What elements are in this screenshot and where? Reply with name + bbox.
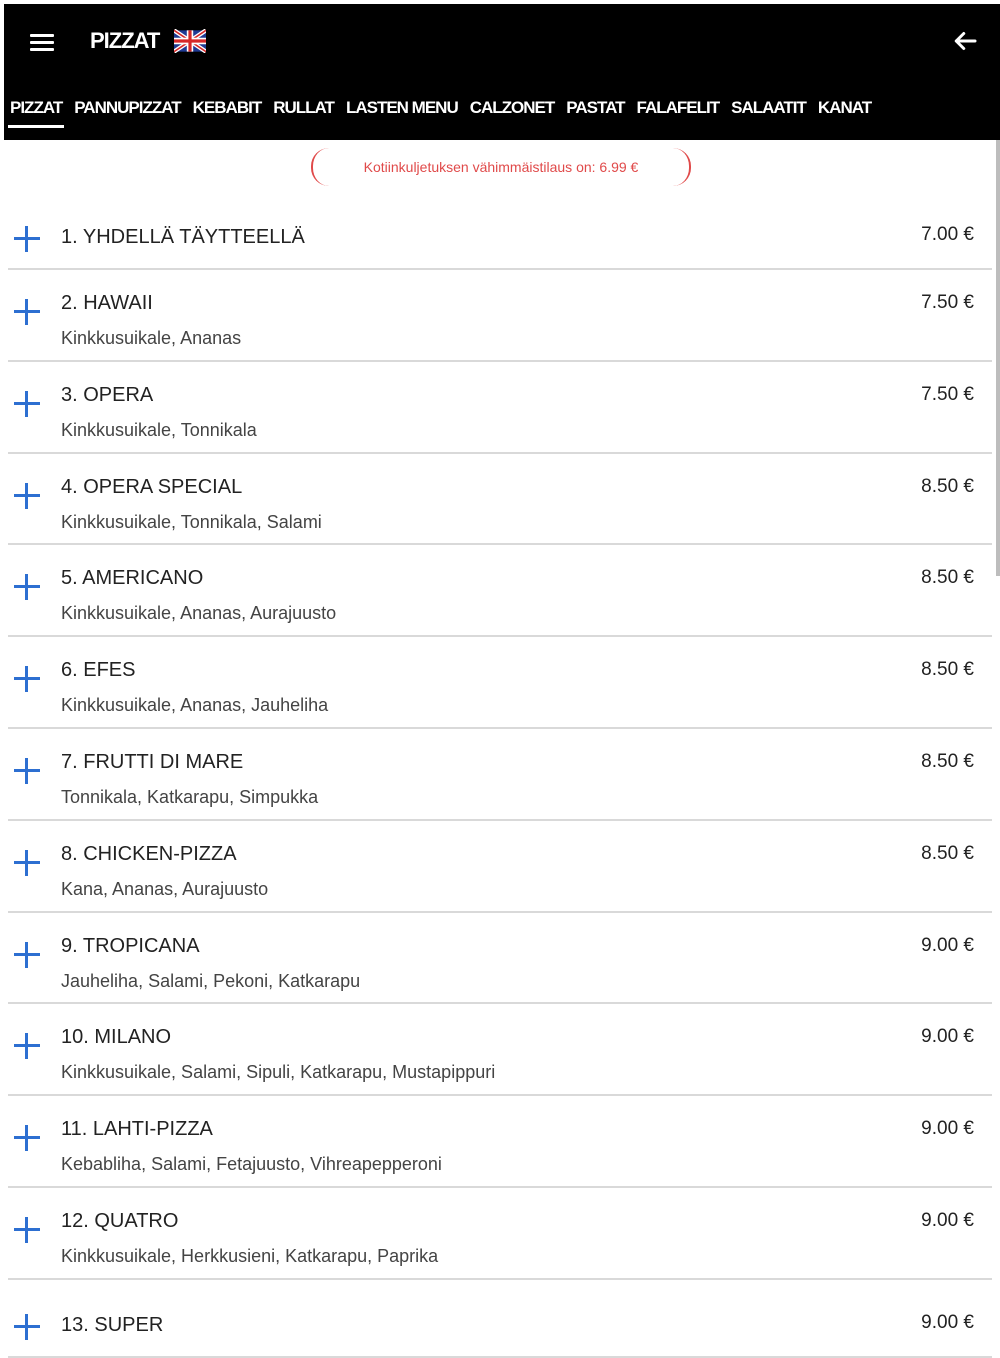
item-name: 8. CHICKEN-PIZZA [61, 842, 237, 865]
menu-item[interactable] [8, 545, 992, 637]
item-description: Kinkkusuikale, Salami, Sipuli, Katkarapu, Mustapippuri [61, 1062, 496, 1083]
item-price: 9.00 € [921, 934, 974, 956]
item-description: Kinkkusuikale, Tonnikala, Salami [61, 511, 322, 532]
tab-rullat[interactable]: RULLAT [273, 98, 334, 117]
tab-falafelit[interactable]: FALAFELIT [636, 98, 720, 117]
item-name: 13. SUPER [61, 1313, 164, 1336]
item-name: 11. LAHTI-PIZZA [61, 1118, 213, 1141]
menu-item[interactable] [8, 1096, 992, 1188]
arrow-left-icon[interactable] [950, 26, 980, 56]
uk-flag-icon[interactable] [174, 29, 206, 53]
add-icon[interactable] [14, 850, 40, 876]
item-name: 9. TROPICANA [61, 934, 200, 957]
item-description: Kinkkusuikale, Ananas, Aurajuusto [61, 603, 337, 624]
item-name: 3. OPERA [61, 383, 154, 406]
item-price: 7.00 € [921, 224, 974, 245]
menu-item[interactable] [8, 729, 992, 821]
item-name: 12. QUATRO [61, 1209, 179, 1232]
menu-item[interactable] [8, 454, 992, 546]
menu-item[interactable] [8, 1004, 992, 1096]
add-icon[interactable] [14, 574, 40, 600]
item-price: 8.50 € [921, 567, 974, 589]
add-icon[interactable] [14, 299, 40, 325]
add-icon[interactable] [14, 483, 40, 509]
item-price: 8.50 € [921, 475, 974, 497]
item-name: 7. FRUTTI DI MARE [61, 750, 244, 773]
tab-salaatit[interactable]: SALAATIT [731, 98, 806, 117]
add-icon[interactable] [14, 666, 40, 692]
top-bar [4, 4, 1000, 86]
add-icon[interactable] [14, 758, 40, 784]
item-description: Kebabliha, Salami, Fetajuusto, Vihreapepperoni [61, 1154, 442, 1175]
item-description: Tonnikala, Katkarapu, Simpukka [61, 786, 319, 807]
add-icon[interactable] [14, 1125, 40, 1151]
item-price: 7.50 € [921, 292, 974, 313]
tab-calzonet[interactable]: CALZONET [469, 98, 555, 117]
tab-pizzat[interactable]: PIZZAT [4, 86, 68, 140]
item-name: 5. AMERICANO [61, 567, 204, 590]
item-price: 9.00 € [921, 1118, 974, 1140]
item-description: Kinkkusuikale, Tonnikala [61, 419, 257, 440]
add-icon[interactable] [14, 1314, 40, 1340]
item-description: Kinkkusuikale, Ananas, Jauheliha [61, 695, 329, 716]
menu-item[interactable] [8, 637, 992, 729]
menu-list [8, 192, 992, 1358]
menu-item[interactable] [8, 192, 992, 270]
item-price: 8.50 € [921, 842, 974, 864]
app-bar [4, 4, 1000, 140]
menu-item[interactable] [8, 270, 992, 362]
add-icon[interactable] [14, 1033, 40, 1059]
add-icon[interactable] [14, 942, 40, 968]
item-price: 9.00 € [921, 1026, 974, 1048]
page-title: PIZZAT [90, 28, 160, 53]
item-price: 7.50 € [921, 383, 974, 405]
item-description: Jauheliha, Salami, Pekoni, Katkarapu [61, 970, 361, 991]
menu-item[interactable] [8, 1280, 992, 1358]
hamburger-menu-icon[interactable] [28, 30, 56, 58]
tab-pannupizzat[interactable]: PANNUPIZZAT [74, 98, 181, 117]
menu-item[interactable] [8, 913, 992, 1005]
tab-pastat[interactable]: PASTAT [566, 98, 625, 117]
item-name: 6. EFES [61, 659, 136, 682]
item-price: 9.00 € [921, 1209, 974, 1231]
item-price: 8.50 € [921, 750, 974, 772]
item-price: 9.00 € [921, 1311, 974, 1333]
item-description: Kana, Ananas, Aurajuusto [61, 878, 269, 899]
menu-item[interactable] [8, 1188, 992, 1280]
add-icon[interactable] [14, 1217, 40, 1243]
minimum-order-notice: Kotiinkuljetuksen vähimmäistilaus on: 6.99 € [311, 148, 691, 186]
menu-item[interactable] [8, 821, 992, 913]
item-description: Kinkkusuikale, Herkkusieni, Katkarapu, Paprika [61, 1245, 439, 1266]
item-name: 2. HAWAII [61, 292, 153, 314]
item-name: 10. MILANO [61, 1026, 172, 1049]
item-name: 4. OPERA SPECIAL [61, 475, 243, 498]
item-description: Kinkkusuikale, Ananas [61, 328, 242, 348]
item-name: 1. YHDELLÄ TÄYTTEELLÄ [61, 226, 305, 248]
add-icon[interactable] [14, 391, 40, 417]
item-price: 8.50 € [921, 659, 974, 681]
menu-item[interactable] [8, 362, 992, 454]
category-tabs [4, 86, 1000, 140]
add-icon[interactable] [14, 226, 40, 252]
scrollbar[interactable] [996, 140, 1000, 576]
tab-lasten-menu[interactable]: LASTEN MENU [345, 98, 458, 117]
tab-kebabit[interactable]: KEBABIT [192, 98, 262, 117]
tab-kanat[interactable]: KANAT [817, 98, 872, 117]
